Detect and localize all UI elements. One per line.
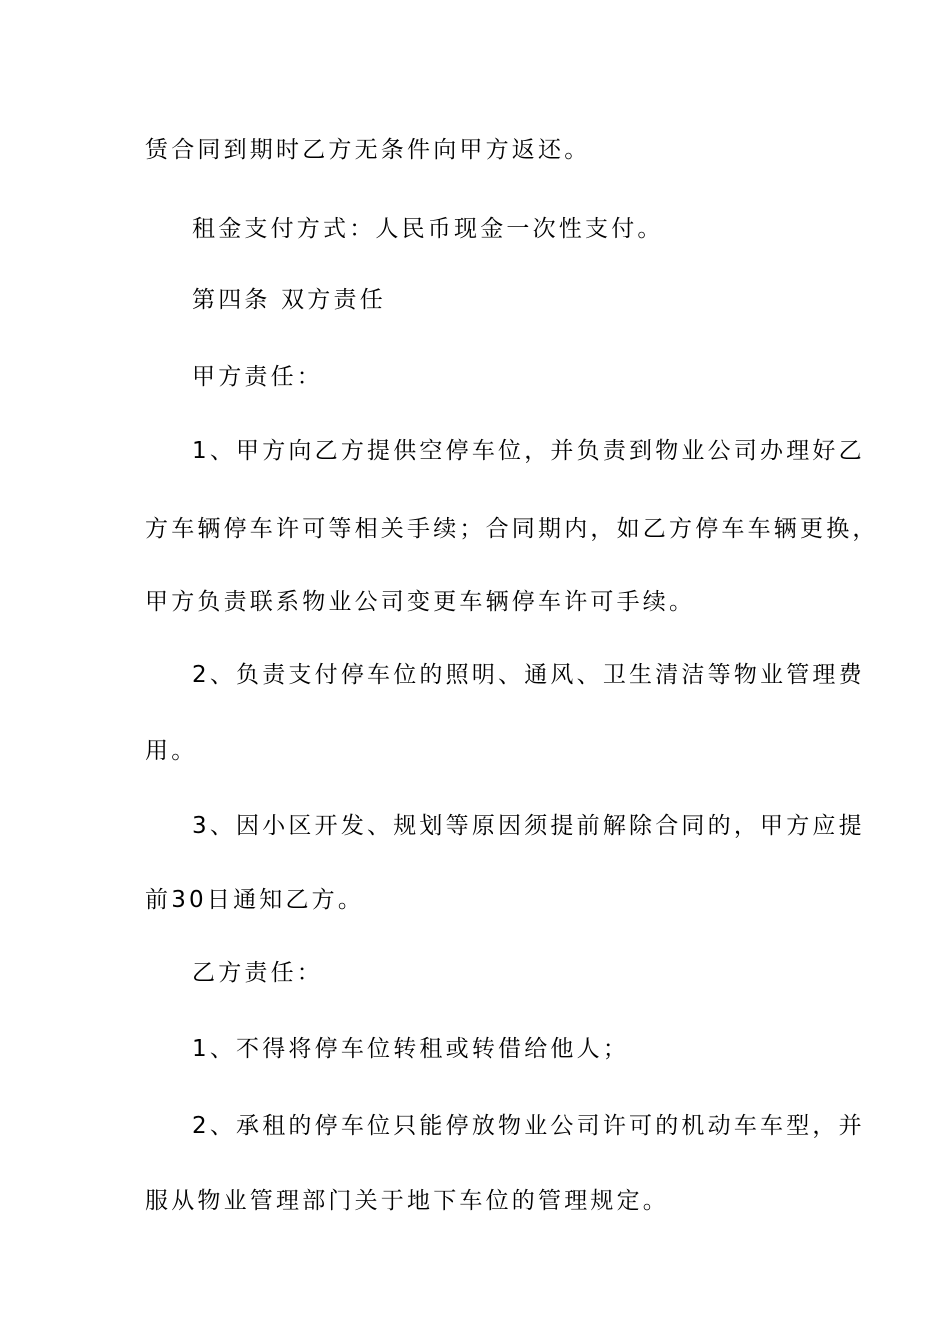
text-line-2: 租金支付方式：人民币现金一次性支付。 xyxy=(192,216,664,242)
text-line-15: 服从物业管理部门关于地下车位的管理规定。 xyxy=(145,1188,669,1214)
text-line-14: 2、承租的停车位只能停放物业公司许可的机动车车型，并 xyxy=(192,1113,865,1139)
subheading-party-a: 甲方责任： xyxy=(192,364,323,390)
text-line-11: 前30日通知乙方。 xyxy=(145,887,365,913)
text-line-6: 方车辆停车许可等相关手续；合同期内，如乙方停车车辆更换， xyxy=(145,516,879,542)
text-line-9: 用。 xyxy=(145,738,198,764)
text-line-7: 甲方负责联系物业公司变更车辆停车许可手续。 xyxy=(145,589,696,615)
text-line-13: 1、不得将停车位转租或转借给他人； xyxy=(192,1036,630,1062)
text-line-5: 1、甲方向乙方提供空停车位，并负责到物业公司办理好乙 xyxy=(192,438,865,464)
text-line-1: 赁合同到期时乙方无条件向甲方返还。 xyxy=(145,137,591,163)
text-line-10: 3、因小区开发、规划等原因须提前解除合同的，甲方应提 xyxy=(192,813,865,839)
text-line-8: 2、负责支付停车位的照明、通风、卫生清洁等物业管理费 xyxy=(192,662,865,688)
subheading-party-b: 乙方责任： xyxy=(192,960,323,986)
section-heading: 第四条 双方责任 xyxy=(192,287,386,313)
